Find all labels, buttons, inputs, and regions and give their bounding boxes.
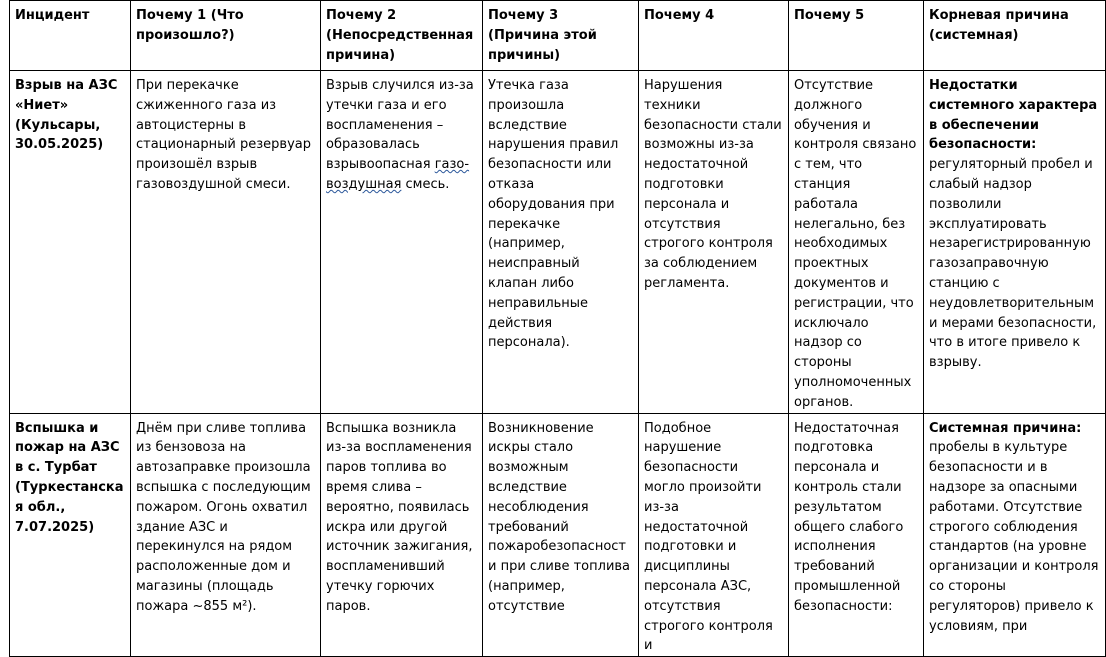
cell-why-3: Утечка газа произошла вследствие нарушения правил безопасности или отказа оборудования при перекачке (например, неисправный клапан либо неправильные действия персонала). — [483, 71, 639, 414]
root-cause-text: пробелы в культуре безопасности и в надзоре за опасными работами. Отсутствие строгого соблюдения стандартов (на уровне организации и контроля со стороны регуляторов) привело к условиям, при — [929, 440, 1099, 634]
table-row — [10, 71, 1106, 414]
header-why-4: Почему 4 — [639, 1, 789, 71]
cell-why-1: Днём при сливе топлива из бензовоза на автозаправке произошла вспышка с последующим пожаром. Огонь охватил здание АЗС и перекинулся на рядом расположенные дом и магазины (площадь пожара ~855 м²). — [131, 413, 321, 657]
header-incident: Инцидент — [10, 1, 131, 71]
cell-why-4: Подобное нарушение безопасности могло произойти из-за недостаточной подготовки и дисциплины персонала АЗС, отсутствия строгого контроля и — [639, 413, 789, 657]
cell-why-2 — [321, 71, 483, 414]
cell-incident: Вспышка и пожар на АЗС в с. Турбат (Туркестанская обл., 7.07.2025) — [10, 413, 131, 657]
why-2-text-start: Взрыв случился из-за утечки газа и его воспламенения – образовалась взрывоопасная — [326, 78, 474, 173]
header-root-cause: Корневая причина (системная) — [924, 1, 1106, 71]
cell-why-3: Возникновение искры стало возможным вследствие несоблюдения требований пожаробезопасности при сливе топлива (например, отсутствие — [483, 413, 639, 657]
root-cause-label: Системная причина: — [929, 420, 1082, 436]
cell-incident: Взрыв на АЗС «Ниет» (Кульсары, 30.05.2025) — [10, 71, 131, 414]
header-why-3: Почему 3 (Причина этой причины) — [483, 1, 639, 71]
table-row — [10, 413, 1106, 657]
five-whys-table — [9, 0, 1106, 657]
why-2-text-end: смесь. — [401, 176, 450, 192]
cell-why-2: Вспышка возникла из-за воспламенения паров топлива во время слива – вероятно, появилась искра или другой источник зажигания, воспламенивший утечку горючих паров. — [321, 413, 483, 657]
header-why-5: Почему 5 — [789, 1, 924, 71]
spellcheck-underlined-word: газо-воздушная — [326, 157, 470, 192]
header-why-2: Почему 2 (Непосредственная причина) — [321, 1, 483, 71]
cell-why-5: Недостаточная подготовка персонала и контроль стали результатом общего слабого исполнения требований промышленной безопасности: — [789, 413, 924, 657]
cell-why-1: При перекачке сжиженного газа из автоцистерны в стационарный резервуар произошёл взрыв газовоздушной смеси. — [131, 71, 321, 414]
table-header-row — [10, 1, 1106, 71]
root-cause-text: регуляторный пробел и слабый надзор позволили эксплуатировать незарегистрированную газозаправочную станцию с неудовлетворительными мерами безопасности, что в итоге привело к взрыву. — [929, 157, 1097, 371]
cell-why-4: Нарушения техники безопасности стали возможны из-за недостаточной подготовки персонала и отсутствия строгого контроля за соблюдением регламента. — [639, 71, 789, 414]
root-cause-label: Недостатки системного характера в обеспечении безопасности: — [929, 78, 1098, 153]
cell-why-5: Отсутствие должного обучения и контроля связано с тем, что станция работала нелегально, без необходимых проектных документов и регистрации, что исключало надзор со стороны уполномоченных органов. — [789, 71, 924, 414]
header-why-1: Почему 1 (Что произошло?) — [131, 1, 321, 71]
cell-root-cause — [924, 71, 1106, 414]
cell-root-cause — [924, 413, 1106, 657]
